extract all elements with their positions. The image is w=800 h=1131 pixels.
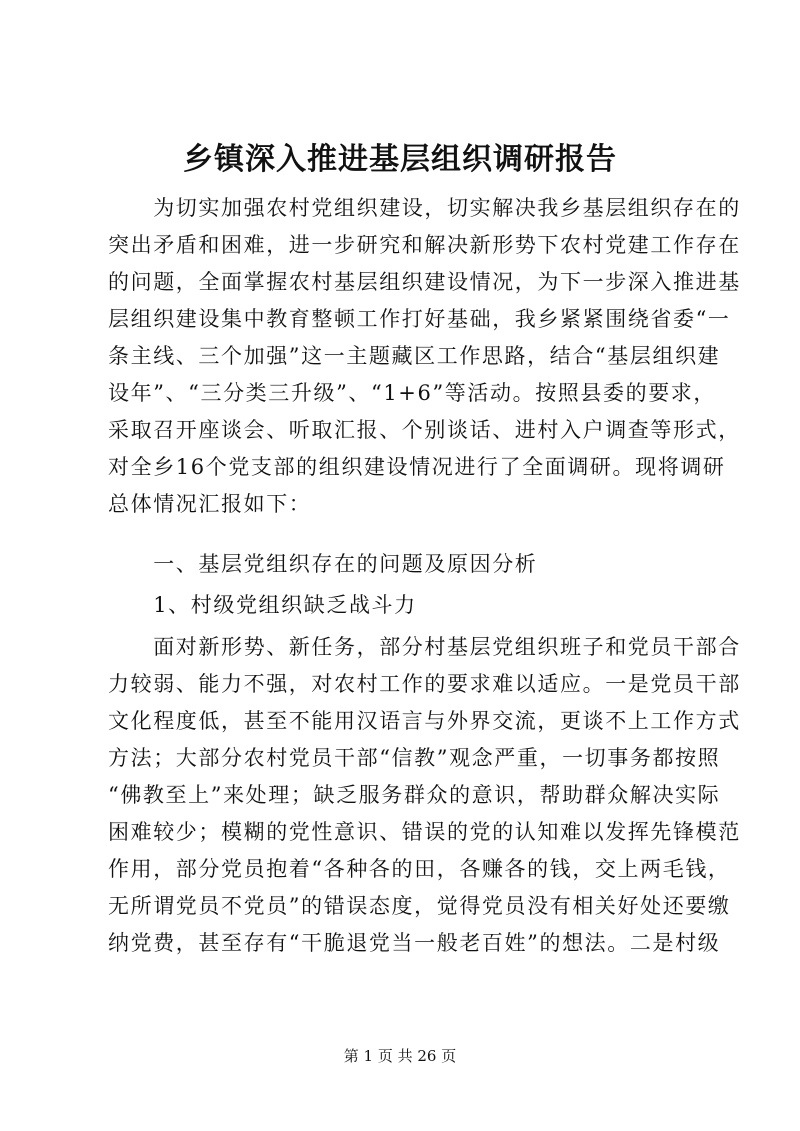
document-title: 乡镇深入推进基层组织调研报告	[183, 142, 617, 177]
body-line: 力较弱、能力不强，对农村工作的要求难以适应。一是党员干部	[108, 672, 741, 696]
body-line: 设年”、“三分类三升级”、“1+6”等活动。按照县委的要求，	[108, 381, 716, 405]
body-line: 为切实加强农村党组织建设，切实解决我乡基层组织存在的	[108, 196, 741, 220]
body-line: 方法；大部分农村党员干部“信教”观念严重，一切事务都按照	[108, 746, 721, 770]
body-line: 无所谓党员不党员”的错误态度，觉得党员没有相关好处还要缴	[108, 894, 731, 918]
body-line: 文化程度低，甚至不能用汉语言与外界交流，更谈不上工作方式	[108, 709, 741, 733]
body-line: 条主线、三个加强”这一主题藏区工作思路，结合“基层组织建	[108, 344, 721, 368]
body-line: 采取召开座谈会、听取汇报、个别谈话、进村入户调查等形式，	[108, 418, 741, 442]
body-line: 纳党费，甚至存有“干脆退党当一般老百姓”的想法。二是村级	[108, 931, 721, 955]
body-line: 突出矛盾和困难，进一步研究和解决新形势下农村党建工作存在	[108, 233, 741, 257]
body-line: 总体情况汇报如下：	[108, 492, 312, 516]
page-number-footer: 第 1 页 共 26 页	[343, 1047, 457, 1065]
body-line: 面对新形势、新任务，部分村基层党组织班子和党员干部合	[108, 635, 741, 659]
body-line: 作用，部分党员抱着“各种各的田，各赚各的钱，交上两毛钱，	[108, 857, 731, 881]
body-line: 的问题，全面掌握农村基层组织建设情况，为下一步深入推进基	[108, 270, 741, 294]
section-heading: 一、基层党组织存在的问题及原因分析	[108, 552, 538, 576]
body-line: 对全乡16个党支部的组织建设情况进行了全面调研。现将调研	[108, 455, 726, 479]
body-line: 困难较少；模糊的党性意识、错误的党的认知难以发挥先锋模范	[108, 820, 741, 844]
body-line: “佛教至上”来处理；缺乏服务群众的意识，帮助群众解决实际	[108, 783, 721, 807]
subsection-heading: 1、村级党组织缺乏战斗力	[108, 593, 417, 617]
body-line: 层组织建设集中教育整顿工作打好基础，我乡紧紧围绕省委“一	[108, 307, 731, 331]
